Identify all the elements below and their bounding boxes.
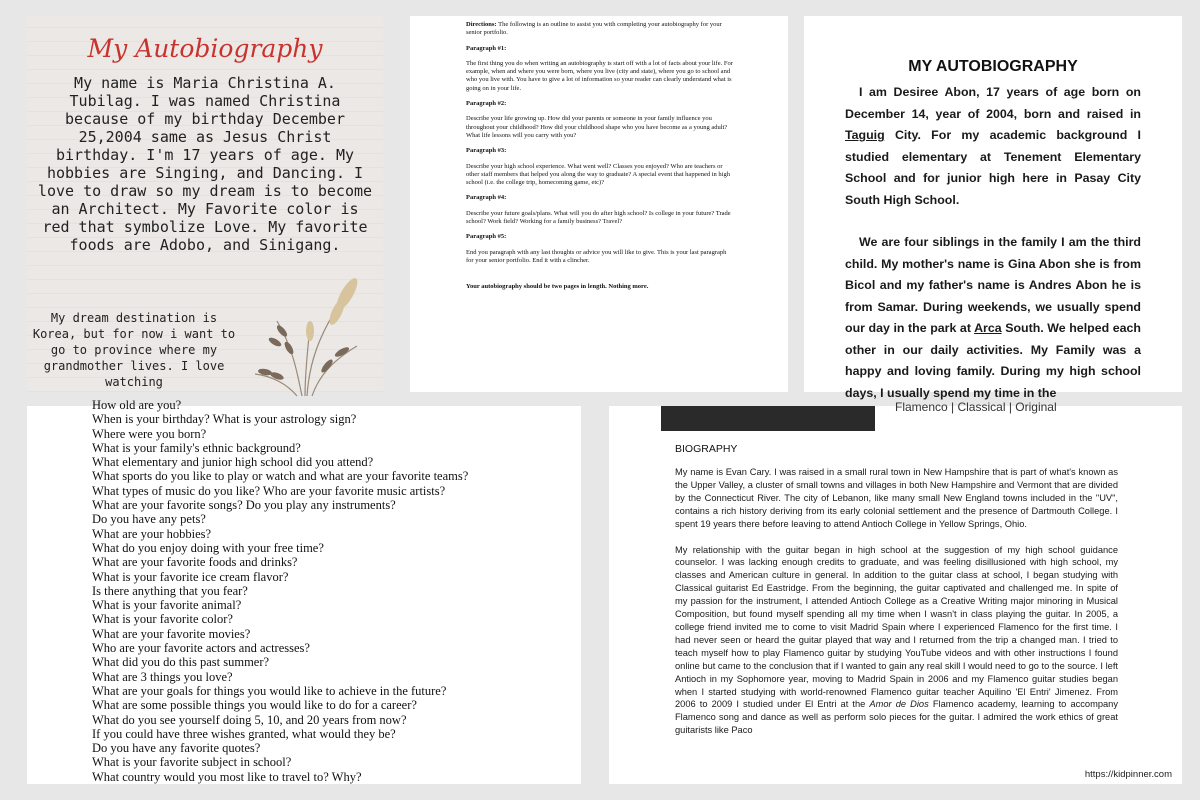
- italic-text: Amor de Dios: [869, 699, 929, 710]
- section-heading: Paragraph #5:: [466, 233, 507, 241]
- section-text: The first thing you do when writing an autobiography is start off with a lot of facts about your life. For example, when and where you were born, where you live (city and state), where you go to school and who you live with. You have to give a lot of information so your reader can clearly understand what is going on in your life.: [466, 59, 733, 92]
- underlined-word: Taguig: [845, 128, 885, 142]
- question-item: What are your favorite foods and drinks?: [92, 555, 298, 570]
- section-text: Describe your high school experience. What went well? Classes you enjoyed? Who are teachers or other staff members that helped you along the way to graduate? A special event that happened in high school (i.e. the college trip, homecoming game, etc)?: [466, 162, 730, 187]
- biography-body: [675, 466, 1118, 737]
- autobiography-questions-page: [27, 398, 581, 784]
- question-item: What types of music do you like? Who are your favorite music artists?: [92, 483, 446, 498]
- question-item: What is your favorite ice cream flavor?: [92, 569, 289, 584]
- text-run: I am Desiree Abon, 17 years of age born on December 14, year of 2004, born and raised in: [845, 85, 1141, 121]
- dried-flower-illustration: [247, 276, 377, 396]
- question-item: What country would you most like to travel to? Why?: [92, 769, 362, 784]
- bio-paragraph-2: [675, 544, 1118, 738]
- question-item: What are your favorite songs? Do you play any instruments?: [92, 498, 396, 513]
- question-list: [92, 398, 468, 784]
- autobiography-page-desiree: [804, 16, 1182, 400]
- paragraph-2: [845, 232, 1141, 404]
- card-paragraph-2: My dream destination is Korea, but for now i want to go to province where my grandmother lives. I love watching: [32, 311, 236, 389]
- question-item: What are 3 things you love?: [92, 669, 233, 684]
- paragraph-1: [845, 82, 1141, 211]
- source-watermark: https://kidpinner.com: [1084, 769, 1172, 780]
- directions-text: The following is an outline to assist you with completing your autobiography for your senior portfolio.: [466, 21, 722, 37]
- header-photo: [661, 406, 875, 431]
- question-item: How old are you?: [92, 398, 182, 412]
- section-heading: Paragraph #3:: [466, 147, 507, 155]
- page-title: MY AUTOBIOGRAPHY: [908, 58, 1078, 75]
- underlined-word: Arca: [974, 321, 1002, 335]
- biography-page-evan: [609, 400, 1182, 784]
- autobiography-body: [845, 82, 1141, 404]
- text-run: We are four siblings in the family I am the third child. My mother's name is Gina Abon she is from Bicol and my father's name is Andres Abon he is from Samar. During weekends, we usually spend our day in the park at: [845, 235, 1141, 335]
- question-item: Is there anything that you fear?: [92, 583, 248, 598]
- section-text: Describe your future goals/plans. What will you do after high school? Is college in your future? Trade school? Work field? Working for a family business? Travel?: [466, 209, 731, 226]
- question-item: Where were you born?: [92, 426, 207, 441]
- question-item: What is your favorite color?: [92, 612, 233, 627]
- question-item: What are your favorite movies?: [92, 626, 251, 641]
- biography-heading: BIOGRAPHY: [675, 443, 738, 455]
- autobiography-directions-page: [410, 16, 788, 392]
- autobiography-card-maria: [27, 16, 383, 392]
- section-text: End you paragraph with any last thoughts or advice you will like to give. This is your last paragraph for your senior portfolio. End it with a clincher.: [466, 248, 727, 264]
- question-item: Who are your favorite actors and actresses?: [92, 641, 310, 656]
- card-paragraph-1: My name is Maria Christina A. Tubilag. I was named Christina because of my birthday December 25,2004 same as Jesus Christ birthday. I'm 17 years of age. My hobbies are Singing, and Dancing. I love to draw so my dream is to become an Architect. My Favorite color is red that symbolize Love. My favorite foods are Adobo, and Sinigang.: [37, 74, 373, 254]
- question-item: Do you have any favorite quotes?: [92, 741, 261, 756]
- section-heading: Paragraph #4:: [466, 194, 507, 202]
- question-item: What is your favorite subject in school?: [92, 755, 292, 770]
- question-item: If you could have three wishes granted, what would they be?: [92, 726, 396, 741]
- bio-paragraph-1: My name is Evan Cary. I was raised in a small rural town in New Hampshire that is part of what's known as the Upper Valley, a cluster of small towns and villages in both New Hampshire and Vermont that are divided by the Connecticut River. The city of Lebanon, like many small New England towns included in the "UV", contains a rich history deriving from its early colonial settlement and the presence of Dartmouth College. I spent 19 years there before leaving to attend Antioch College in Yellow Springs, Ohio.: [675, 467, 1118, 529]
- question-item: When is your birthday? What is your astrology sign?: [92, 412, 357, 427]
- text-run: My relationship with the guitar began in high school at the suggestion of my high school guidance counselor. I was lacking enough credits to graduate, and was feeling disillusioned with high school, my classes and American culture in general. In addition to the guitar class at school, I began studying with Classical guitarist Ed Eastridge. From the beginning, the guitar captivated and challenged me. In spite of my passion for the instrument, I attended Antioch College as a Creative Writing major minoring in Musical Composition, but found myself spending all my time when I wasn't in class playing the guitar. In 2005, a college friend invited me to come to visit Madrid Spain where I experienced Flamenco for the first time. I had never seen or heard the guitar played that way and I returned from the trip a changed man. I tried to teach myself how to play Flamenco guitar by studying YouTube videos and with other instructions I found online but came to the conclusion that if I wanted to gain any real skill I would need to go to the source. I left Antioch in my Sophomore year, moving to Madrid Spain in 2006 and my Flamenco guitar studies began when I started studying with world-renowned Flamenco guitar teacher Aquilino 'El Entri' Jimenez. From 2006 to 2009 I studied under El Entri at the: [675, 544, 1118, 710]
- question-item: Do you have any pets?: [92, 512, 206, 527]
- question-item: What is your family's ethnic background?: [92, 440, 301, 455]
- question-item: What do you see yourself doing 5, 10, and 20 years from now?: [92, 712, 407, 727]
- text-run: South. We helped each other in our daily activities. My Family was a happy and loving family. During my high school days, I usually spend my time in the: [845, 321, 1141, 400]
- genre-nav: Flamenco | Classical | Original: [895, 400, 1057, 414]
- question-item: What is your favorite animal?: [92, 598, 242, 613]
- question-item: What are your goals for things you would like to achieve in the future?: [92, 683, 447, 698]
- question-item: What are your hobbies?: [92, 526, 212, 541]
- text-run: Flamenco academy, learning to accompany Flamenco song and dance as well as perform solo pieces for the guitar. I admired the work ethics of great guitarists like Paco: [675, 699, 1118, 736]
- text-run: City. For my academic background I studied elementary at Tenement Elementary School and for junior high here in Pasay City South High School.: [845, 128, 1141, 207]
- section-heading: Paragraph #1:: [466, 44, 507, 52]
- card-title: My Autobiography: [87, 34, 323, 63]
- question-item: What do you enjoy doing with your free time?: [92, 540, 324, 555]
- length-note: Your autobiography should be two pages in length. Nothing more.: [466, 283, 649, 291]
- question-item: What are some possible things you would like to do for a career?: [92, 698, 417, 713]
- section-text: Describe your life growing up. How did your parents or someone in your family influence you throughout your childhood? How did your childhood shape who you have become as a young adult? What life lessons will you carry with you?: [466, 115, 728, 139]
- directions-label: Directions:: [466, 21, 497, 28]
- directions-paragraph: [466, 21, 734, 38]
- section-heading: Paragraph #2:: [466, 100, 507, 108]
- question-item: What sports do you like to play or watch and what are your favorite teams?: [92, 469, 469, 484]
- question-item: What did you do this past summer?: [92, 655, 270, 670]
- question-item: What elementary and junior high school did you attend?: [92, 455, 374, 470]
